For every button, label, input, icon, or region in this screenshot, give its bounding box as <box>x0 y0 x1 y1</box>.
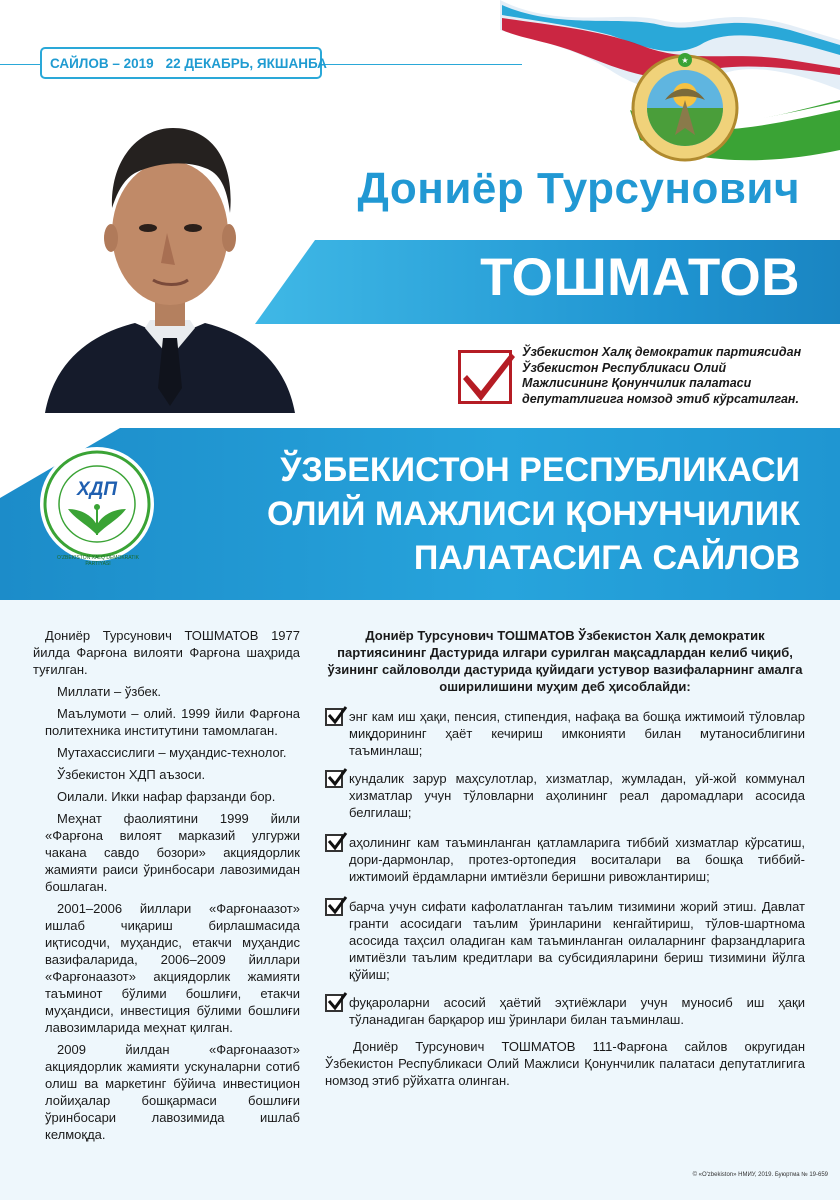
bio-paragraph: Мутахассислиги – муҳандис-технолог. <box>57 745 287 760</box>
task-text: аҳолининг кам таъминланган қатламларига тиббий хизматлар кўрсатиш, дори-дармонлар, протез-ортопедия воситалари ва бошқа тиббий-ижтимоий ёрдамларни имтиёзли беришни ривожлантириш; <box>349 835 805 884</box>
flag-ribbon-emblem <box>490 0 840 175</box>
election-date: 22 ДЕКАБРЬ, ЯКШАНБА <box>165 55 327 71</box>
task-checkbox <box>325 770 343 788</box>
imprint: © «O'zbekiston» НМИУ, 2019. Буюртма № 19-659 <box>692 1172 828 1178</box>
task-checkbox <box>325 834 343 852</box>
bio-paragraph: Меҳнат фаолиятини 1999 йили «Фарғона вилоят марказий улгуржи чакана савдо бозори» акциядорлик жамияти раиси ўринбосари лавозимидан бошлаган. <box>45 811 300 894</box>
bio-paragraph: Оилали. Икки нафар фарзанди бор. <box>57 789 276 804</box>
program-task <box>325 708 805 759</box>
checkmark-icon <box>326 830 348 852</box>
party-abbr: ХДП <box>76 479 118 500</box>
bio-paragraph: 2001–2006 йиллари «Фарғонаазот» ишлаб чиқариш бирлашмасида иқтисодчи, муҳандис, етакчи муҳандис вазифаларида, 2006–2009 йиллари «Фарғонаазот» акциядорлик жамияти таъминот бўлими бошлиғи, етакчи муҳандиси, инвестиция бўлими бошлиғи лавозимларида меҳнат қилган. <box>45 901 300 1035</box>
task-text: кундалик зарур маҳсулотлар, хизматлар, жумладан, уй-жой коммунал хизматлар учун тўловларни аҳолининг реал даромадлари асосида белгилаш; <box>349 771 805 820</box>
task-checkbox <box>325 708 343 726</box>
checkmark-icon <box>326 704 348 726</box>
bio-paragraph: Миллати – ўзбек. <box>57 684 162 699</box>
svg-text:★: ★ <box>681 56 689 65</box>
banner-line-2: ОЛИЙ МАЖЛИСИ ҚОНУНЧИЛИК <box>267 495 800 533</box>
checkmark-icon <box>326 990 348 1012</box>
program-intro: Дониёр Турсунович ТОШМАТОВ Ўзбекистон Халқ демократик партиясининг Дастурида илгари сурилган мақсадлардан келиб чиқиб, ўзининг сайловолди дастурида қуйидаги устувор вазифаларнинг амалга оширилишини муҳим деб ҳисоблайди: <box>327 628 803 694</box>
checkmark-icon <box>326 894 348 916</box>
candidate-last-name: ТОШМАТОВ <box>480 248 800 307</box>
nomination-checkbox <box>458 350 512 404</box>
candidate-photo <box>45 88 295 413</box>
election-date-tag <box>40 47 327 79</box>
header-rule-left <box>0 64 40 65</box>
checkmark-icon <box>459 345 519 405</box>
banner-title <box>160 448 800 580</box>
program-task <box>325 770 805 821</box>
party-logo-ring-text: O‘ZBEKISTON XALQ DEMOKRATIK PARTIYASI <box>56 555 140 567</box>
candidate-first-names: Дониёр Турсунович <box>357 164 800 213</box>
banner-line-3: ПАЛАТАСИГА САЙЛОВ <box>413 539 800 577</box>
checkmark-icon <box>326 766 348 788</box>
task-checkbox <box>325 994 343 1012</box>
task-checkbox <box>325 898 343 916</box>
banner-line-1: ЎЗБЕКИСТОН РЕСПУБЛИКАСИ <box>280 451 800 489</box>
party-logo <box>38 445 156 563</box>
program-task <box>325 834 805 885</box>
registration-note: Дониёр Турсунович ТОШМАТОВ 111-Фарғона сайлов округидан Ўзбекистон Республикаси Олий Мажлиси Қонунчилик палатаси депутатлигига номзод этиб рўйхатга олинган. <box>325 1039 805 1088</box>
program-task <box>325 994 805 1028</box>
bio-paragraph: Ўзбекистон ХДП аъзоси. <box>57 767 206 782</box>
task-text: энг кам иш ҳақи, пенсия, стипендия, нафақа ва бошқа ижтимоий тўловлар миқдорининг ҳаёт кечириш имконияти билан мутаносиблигини таъминлаш; <box>349 709 805 758</box>
biography <box>33 627 300 1148</box>
program-task <box>325 898 805 983</box>
nomination-statement: Ўзбекистон Халқ демократик партиясидан Ўзбекистон Республикаси Олий Мажлисининг Қонунчилик палатаси депутатлигига номзод этиб кўрсатилган. <box>522 345 802 406</box>
bio-paragraph: Дониёр Турсунович ТОШМАТОВ 1977 йилда Фарғона вилояти Фарғона шаҳрида туғилган. <box>33 628 300 677</box>
bio-paragraph: 2009 йилдан «Фарғонаазот» акциядорлик жамияти ускуналарни сотиб олиш ва маркетинг бўйича инвестицион лойиҳалар бошқармаси бошлиғи ўринбосари лавозимида ишлаб келмоқда. <box>45 1042 300 1142</box>
bio-paragraph: Маълумоти – олий. 1999 йили Фарғона политехника институтини тамомлаган. <box>45 706 300 738</box>
election-label: САЙЛОВ – 2019 <box>50 55 154 71</box>
task-text: барча учун сифати кафолатланган таълим тизимини жорий этиш. Давлат гранти асосидаги таълим ўринларини кенгайтириш, тўлов-шартнома асосида таҳсил оладиган кам таъминланган оилаларнинг фарзандларига имтиёзли таълим кредитлари ва субсидияларини бериш тизимини йўлга қўйиш; <box>349 899 805 982</box>
task-text: фуқароларни асосий ҳаётий эҳтиёжлари учун муносиб иш ҳақи тўланадиган барқарор иш ўринлари билан таъминлаш. <box>349 995 805 1027</box>
